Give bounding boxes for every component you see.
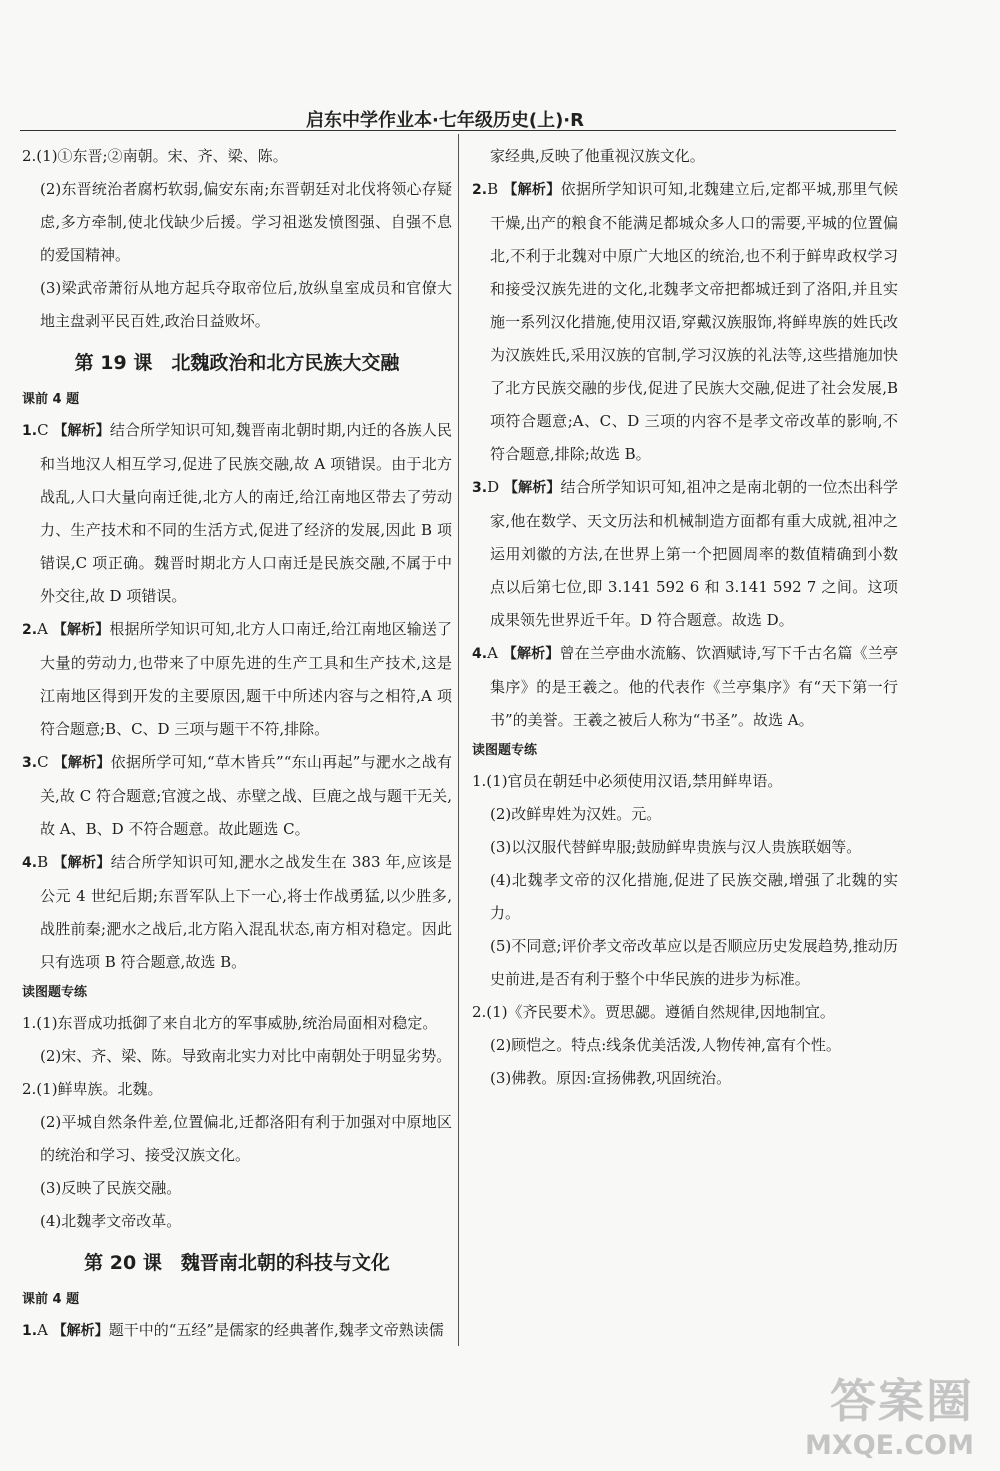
analysis-text: 结合所学知识可知,魏晋南北朝时期,内迁的各族人民和当地汉人相互学习,促进了民族交融,故 A 项错误。由于北方战乱,人口大量向南迁徙,北方人的南迁,给江南地区带去了劳动力、生产技术和不同的生活方式,促进了经济的发展,因此 B 项错误,C 项正确。魏晋时期北方人口南迁是民族交融,不属于中外交往,故 D 项错误。 [40, 421, 452, 605]
map-answer-1-3: (3)以汉服代替鲜卑服;鼓励鲜卑贵族与汉人贵族联姻等。 [490, 838, 862, 856]
page-header [20, 104, 896, 131]
map-answer-1-1: 1.(1)东晋成功抵御了来自北方的军事威胁,统治局面相对稳定。 [22, 1014, 438, 1032]
watermark-logo: 答案圈 [830, 1374, 974, 1428]
answer-number: 3. [22, 755, 38, 771]
map-answer-2-1: 2.(1)《齐民要术》。贾思勰。遵循自然规律,因地制宜。 [472, 1003, 835, 1021]
answer-item [22, 746, 452, 846]
analysis-tag: 【解析】 [53, 855, 111, 871]
map-practice-heading: 读图题专练 [22, 985, 88, 1000]
map-answer-1-4: (4)北魏孝文帝的汉化措施,促进了民族交融,增强了北魏的实力。 [490, 871, 898, 922]
answer-number: 4. [472, 646, 488, 662]
answer-continuation: 家经典,反映了他重视汉族文化。 [490, 147, 705, 165]
analysis-tag: 【解析】 [502, 646, 560, 662]
answer-number: 2. [472, 182, 488, 198]
answer-2-part-2: (2)东晋统治者腐朽软弱,偏安东南;东晋朝廷对北伐将领心存疑虑,多方牵制,使北伐缺少后援。学习祖逖发愤图强、自强不息的爱国精神。 [40, 180, 452, 264]
answer-choice: B [487, 180, 499, 198]
map-answer-2-3: (3)反映了民族交融。 [40, 1179, 182, 1197]
answer-choice: D [487, 478, 500, 496]
analysis-tag: 【解析】 [53, 423, 110, 439]
analysis-tag: 【解析】 [52, 1323, 109, 1339]
answer-item [472, 471, 898, 637]
map-answer-1-2: (2)宋、齐、梁、陈。导致南北实力对比中南朝处于明显劣势。 [40, 1047, 452, 1065]
map-answer-2-4: (4)北魏孝文帝改革。 [40, 1212, 182, 1230]
lesson-20-title: 第 20 课 魏晋南北朝的科技与文化 [84, 1252, 390, 1274]
answer-item [472, 173, 898, 471]
answer-number: 3. [472, 480, 488, 496]
pre-class-heading: 课前 4 题 [22, 1292, 80, 1307]
site-watermark [805, 1365, 978, 1465]
analysis-tag: 【解析】 [504, 480, 561, 496]
header-title: 启东中学作业本·七年级历史(上)·R [306, 110, 584, 131]
analysis-tag: 【解析】 [53, 755, 111, 771]
analysis-tag: 【解析】 [52, 622, 110, 638]
answer-choice: A [487, 644, 498, 662]
map-answer-1-1: 1.(1)官员在朝廷中必须使用汉语,禁用鲜卑语。 [472, 772, 783, 790]
column-divider [458, 134, 459, 1346]
analysis-text: 曾在兰亭曲水流觞、饮酒赋诗,写下千古名篇《兰亭集序》的是王羲之。他的代表作《兰亭集序》有“天下第一行书”的美誉。王羲之被后人称为“书圣”。故选 A。 [490, 644, 898, 729]
answer-item [472, 637, 898, 737]
right-column [472, 140, 898, 1095]
map-practice-heading: 读图题专练 [472, 743, 538, 758]
analysis-text: 根据所学知识可知,北方人口南迁,给江南地区输送了大量的劳动力,也带来了中原先进的生产工具和生产技术,这是江南地区得到开发的主要原因,题干中所述内容与之相符,A 项符合题意;B、C、D 三项与题干不符,排除。 [40, 620, 452, 738]
map-answer-2-3: (3)佛教。原因:宣扬佛教,巩固统治。 [490, 1069, 732, 1087]
analysis-text: 依据所学可知,“草木皆兵”“东山再起”与淝水之战有关,故 C 符合题意;官渡之战、赤壁之战、巨鹿之战与题干无关,故 A、B、D 不符合题意。故此题选 C。 [40, 753, 452, 838]
map-answer-2-2: (2)平城自然条件差,位置偏北,迁都洛阳有利于加强对中原地区的统治和学习、接受汉族文化。 [40, 1113, 452, 1164]
map-answer-1-2: (2)改鲜卑姓为汉姓。元。 [490, 805, 662, 823]
answer-choice: B [37, 853, 49, 871]
answer-number: 1. [22, 1323, 38, 1339]
answer-number: 4. [22, 855, 38, 871]
answer-2-part-3: (3)梁武帝萧衍从地方起兵夺取帝位后,放纵皇室成员和官僚大地主盘剥平民百姓,政治日益败坏。 [40, 279, 452, 330]
analysis-tag: 【解析】 [503, 182, 561, 198]
pre-class-heading: 课前 4 题 [22, 392, 80, 407]
watermark-url: MXQE.COM [805, 1430, 974, 1461]
answer-item [22, 846, 452, 979]
answer-number: 1. [22, 423, 38, 439]
analysis-text: 结合所学知识可知,祖冲之是南北朝的一位杰出科学家,他在数学、天文历法和机械制造方面都有重大成就,祖冲之运用刘徽的方法,在世界上第一个把圆周率的数值精确到小数点以后第七位,即 3.141 592 6 和 3.141 592 7 之间。这项成果领先世界近千年。D 符合题意。故选 D。 [490, 478, 898, 629]
answer-choice: A [37, 620, 48, 638]
analysis-text: 依据所学知识可知,北魏建立后,定都平城,那里气候干燥,出产的粮食不能满足都城众多人口的需要,平城的位置偏北,不利于北魏对中原广大地区的统治,也不利于鲜卑政权学习和接受汉族先进的文化,北魏孝文帝把都城迁到了洛阳,并且实施一系列汉化措施,使用汉语,穿戴汉族服饰,将鲜卑族的姓氏改为汉族姓氏,采用汉族的官制,学习汉族的礼法等,这些措施加快了北方民族交融的步伐,促进了民族大交融,促进了社会发展,B 项符合题意;A、C、D 三项的内容不是孝文帝改革的影响,不符合题意,排除;故选 B。 [490, 180, 898, 463]
answer-item [22, 613, 452, 746]
map-answer-2-1: 2.(1)鲜卑族。北魏。 [22, 1080, 163, 1098]
map-answer-1-5: (5)不同意;评价孝文帝改革应以是否顺应历史发展趋势,推动历史前进,是否有利于整个中华民族的进步为标准。 [490, 937, 898, 988]
map-answer-2-2: (2)顾恺之。特点:线条优美活泼,人物传神,富有个性。 [490, 1036, 841, 1054]
answer-choice: C [37, 753, 49, 771]
lesson-19-title: 第 19 课 北魏政治和北方民族大交融 [74, 352, 400, 374]
answer-number: 2. [22, 622, 38, 638]
answer-item [22, 1314, 452, 1348]
answer-choice: C [37, 421, 49, 439]
left-column [22, 140, 452, 1348]
analysis-text: 结合所学知识可知,淝水之战发生在 383 年,应该是公元 4 世纪后期;东晋军队上下一心,将士作战勇猛,以少胜多,战胜前秦;淝水之战后,北方陷入混乱状态,南方相对稳定。因此只有选项 B 符合题意,故选 B。 [40, 853, 452, 971]
answer-2-part-1: 2.(1)①东晋;②南朝。宋、齐、梁、陈。 [22, 147, 288, 165]
answer-item [22, 414, 452, 613]
answer-choice: A [37, 1321, 48, 1339]
analysis-text: 题干中的“五经”是儒家的经典著作,魏孝文帝熟读儒 [108, 1321, 444, 1339]
